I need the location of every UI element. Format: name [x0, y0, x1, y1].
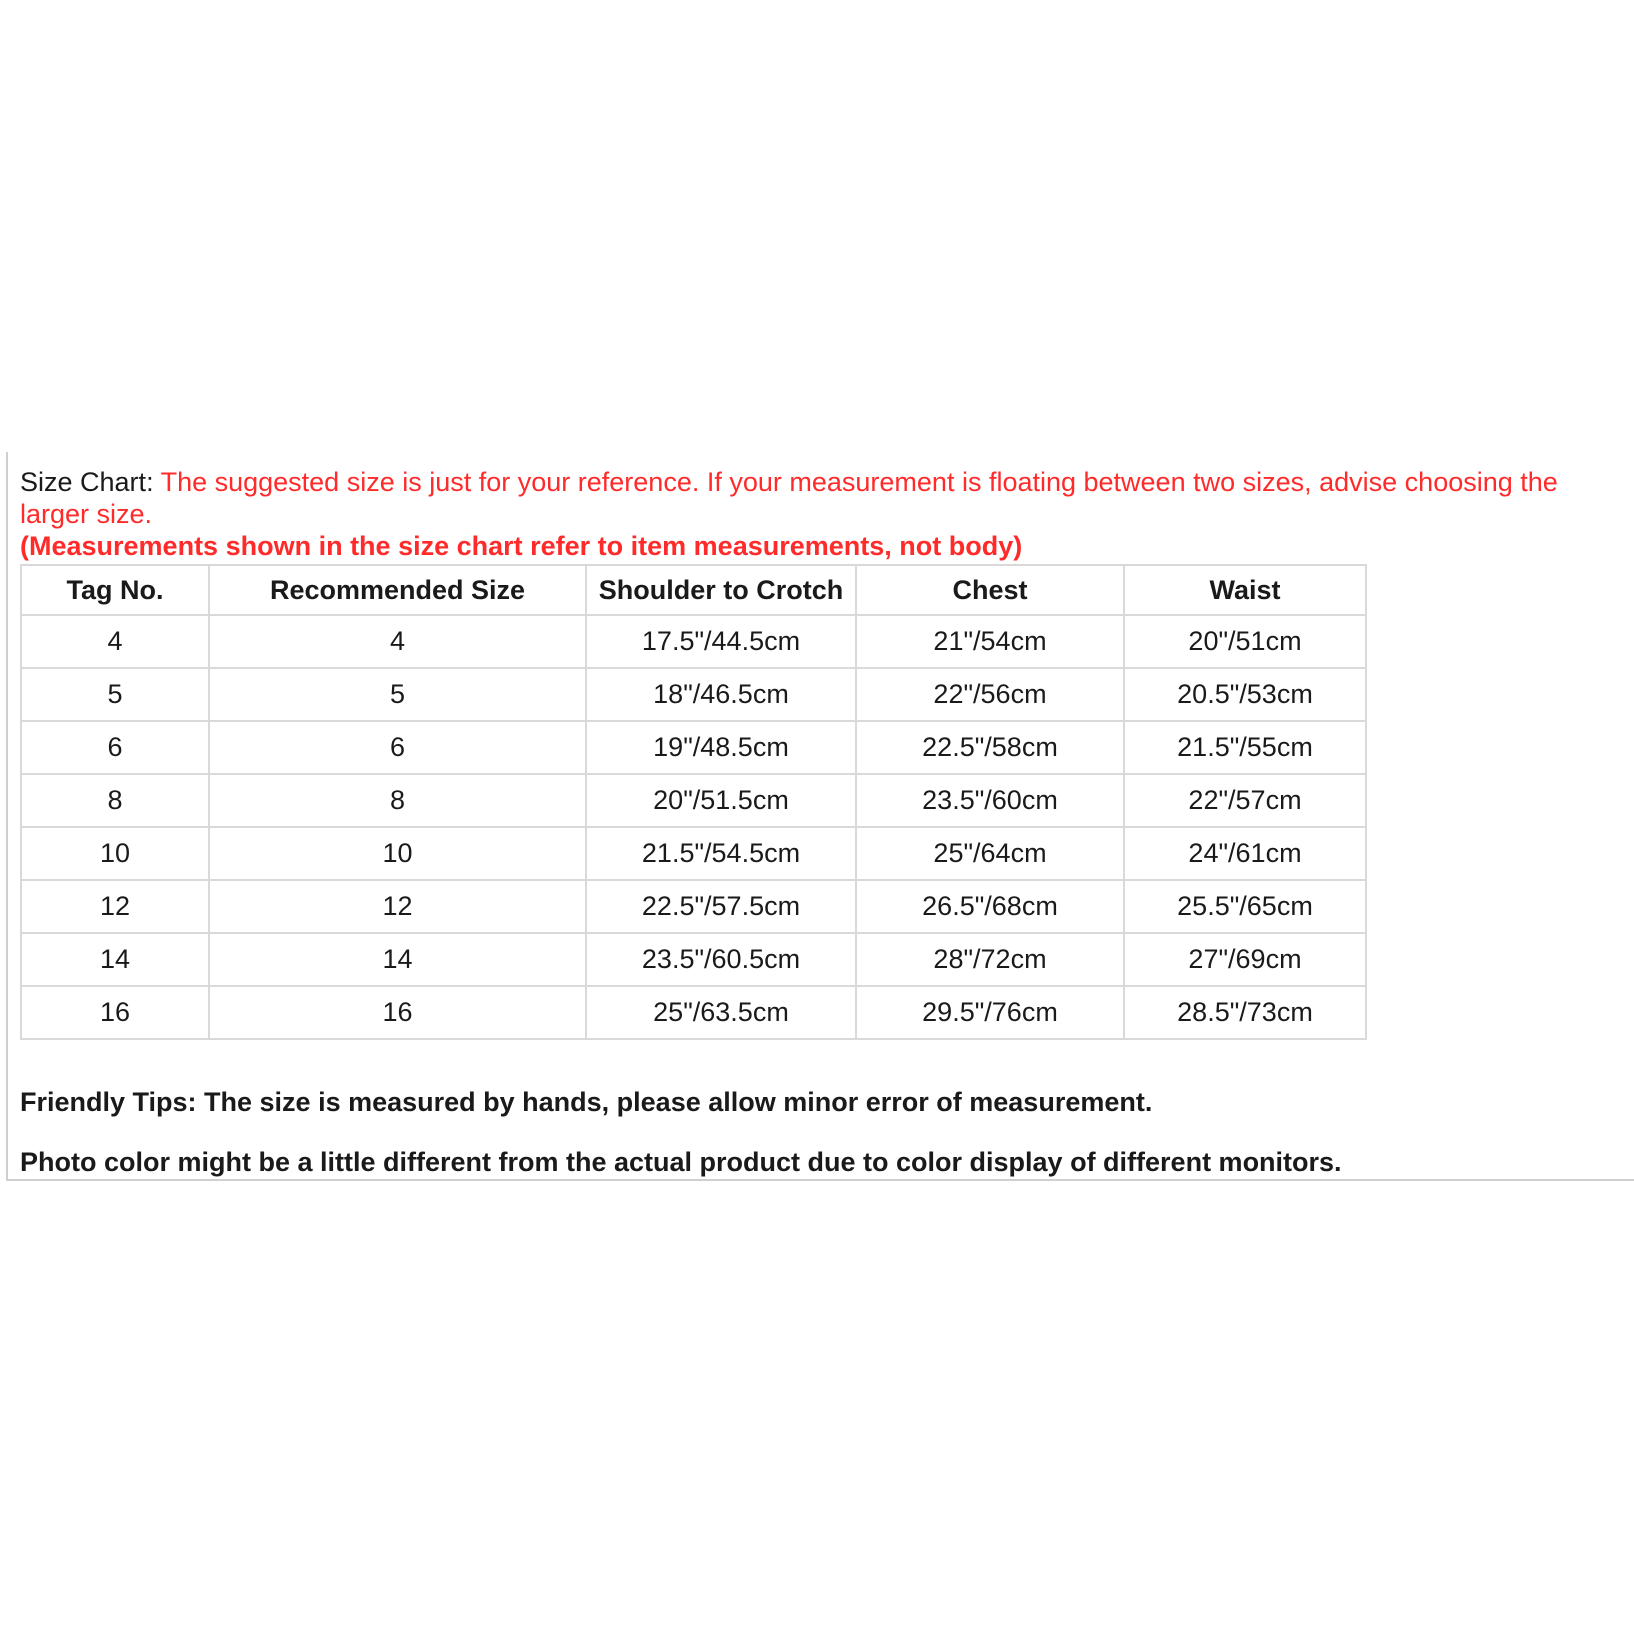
- cell-chest: 26.5"/68cm: [856, 880, 1124, 933]
- cell-recommended-size: 16: [209, 986, 586, 1039]
- cell-recommended-size: 14: [209, 933, 586, 986]
- cell-chest: 23.5"/60cm: [856, 774, 1124, 827]
- table-row: [21, 668, 1366, 721]
- cell-chest: 22"/56cm: [856, 668, 1124, 721]
- table-row: [21, 774, 1366, 827]
- table-row: [21, 880, 1366, 933]
- cell-recommended-size: 12: [209, 880, 586, 933]
- cell-tag-no: 12: [21, 880, 209, 933]
- cell-waist: 25.5"/65cm: [1124, 880, 1366, 933]
- measurement-notice: (Measurements shown in the size chart refer to item measurements, not body): [20, 531, 1023, 561]
- cell-chest: 28"/72cm: [856, 933, 1124, 986]
- cell-waist: 24"/61cm: [1124, 827, 1366, 880]
- cell-shoulder-to-crotch: 17.5"/44.5cm: [586, 615, 856, 668]
- photo-color-note: Photo color might be a little different from the actual product due to color display of different monitors.: [20, 1147, 1342, 1177]
- cell-chest: 21"/54cm: [856, 615, 1124, 668]
- table-row: [21, 615, 1366, 668]
- cell-recommended-size: 8: [209, 774, 586, 827]
- header-waist: Waist: [1124, 565, 1366, 615]
- cell-shoulder-to-crotch: 22.5"/57.5cm: [586, 880, 856, 933]
- header-tag-no: Tag No.: [21, 565, 209, 615]
- cell-waist: 22"/57cm: [1124, 774, 1366, 827]
- size-chart-note: The suggested size is just for your reference. If your measurement is floating between two sizes, advise choosing the larger size.: [20, 467, 1558, 529]
- cell-chest: 29.5"/76cm: [856, 986, 1124, 1039]
- cell-chest: 22.5"/58cm: [856, 721, 1124, 774]
- cell-tag-no: 4: [21, 615, 209, 668]
- cell-waist: 28.5"/73cm: [1124, 986, 1366, 1039]
- cell-recommended-size: 5: [209, 668, 586, 721]
- cell-tag-no: 14: [21, 933, 209, 986]
- table-row: [21, 827, 1366, 880]
- table-row: [21, 721, 1366, 774]
- cell-recommended-size: 6: [209, 721, 586, 774]
- cell-waist: 20"/51cm: [1124, 615, 1366, 668]
- cell-waist: 21.5"/55cm: [1124, 721, 1366, 774]
- size-table: [20, 564, 1367, 1040]
- table-row: [21, 933, 1366, 986]
- cell-chest: 25"/64cm: [856, 827, 1124, 880]
- cell-recommended-size: 4: [209, 615, 586, 668]
- cell-tag-no: 6: [21, 721, 209, 774]
- cell-shoulder-to-crotch: 23.5"/60.5cm: [586, 933, 856, 986]
- cell-tag-no: 10: [21, 827, 209, 880]
- cell-shoulder-to-crotch: 25"/63.5cm: [586, 986, 856, 1039]
- size-chart-panel: [6, 452, 1634, 1181]
- cell-recommended-size: 10: [209, 827, 586, 880]
- size-chart-label: Size Chart: [20, 467, 147, 497]
- header-recommended-size: Recommended Size: [209, 565, 586, 615]
- size-chart-separator: :: [146, 467, 161, 497]
- table-header-row: [21, 565, 1366, 615]
- cell-tag-no: 16: [21, 986, 209, 1039]
- cell-tag-no: 5: [21, 668, 209, 721]
- header-chest: Chest: [856, 565, 1124, 615]
- header-shoulder-to-crotch: Shoulder to Crotch: [586, 565, 856, 615]
- cell-tag-no: 8: [21, 774, 209, 827]
- cell-shoulder-to-crotch: 20"/51.5cm: [586, 774, 856, 827]
- cell-waist: 27"/69cm: [1124, 933, 1366, 986]
- cell-shoulder-to-crotch: 19"/48.5cm: [586, 721, 856, 774]
- cell-waist: 20.5"/53cm: [1124, 668, 1366, 721]
- size-chart-intro: [20, 466, 1620, 530]
- table-row: [21, 986, 1366, 1039]
- friendly-tips: Friendly Tips: The size is measured by hands, please allow minor error of measurement.: [20, 1087, 1153, 1117]
- cell-shoulder-to-crotch: 21.5"/54.5cm: [586, 827, 856, 880]
- cell-shoulder-to-crotch: 18"/46.5cm: [586, 668, 856, 721]
